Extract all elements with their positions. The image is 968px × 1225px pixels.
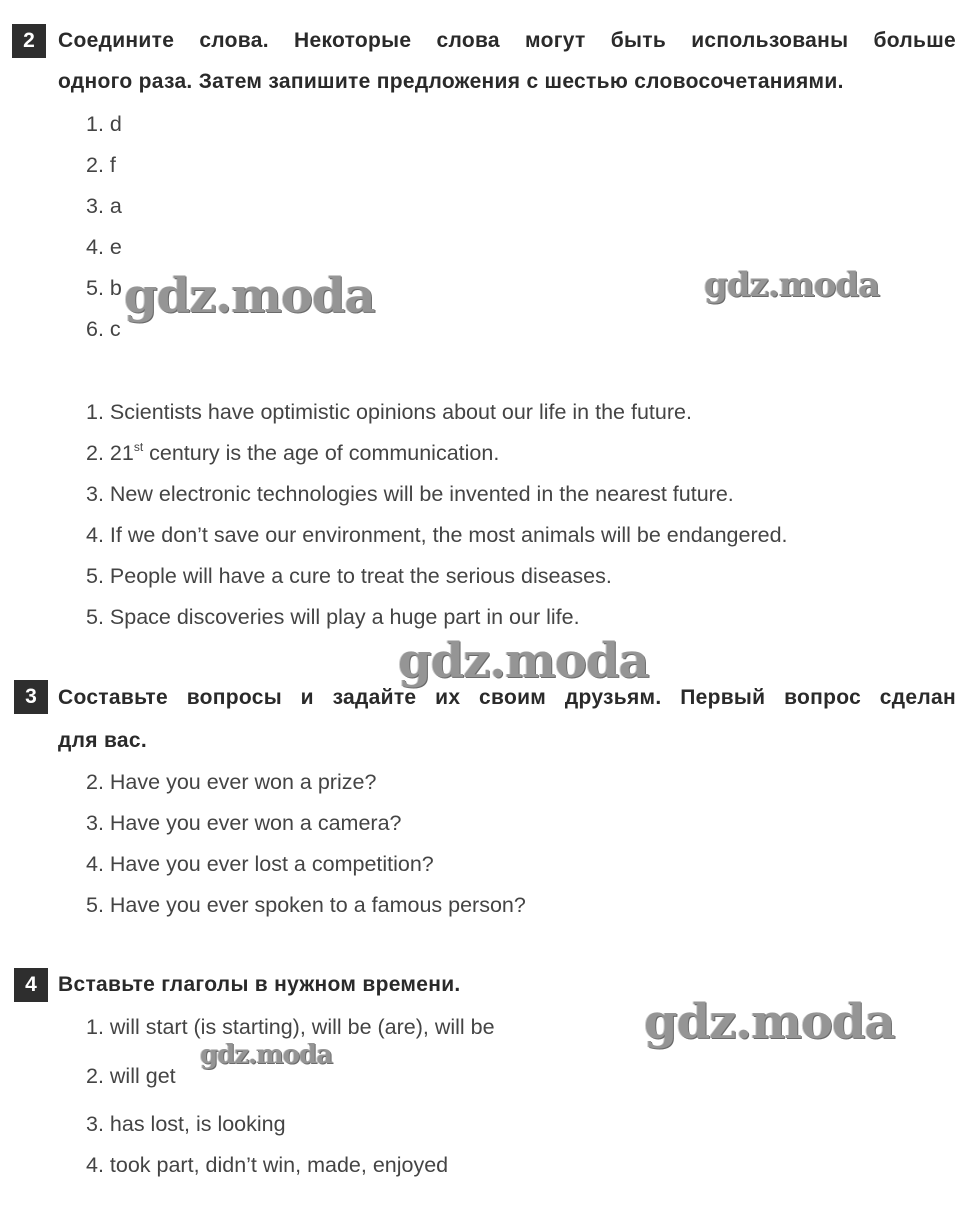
question-item: 2. Have you ever won a prize? xyxy=(86,770,377,794)
answer-item: 3. has lost, is looking xyxy=(86,1112,286,1136)
answer-item: 4. took part, didn’t win, made, enjoyed xyxy=(86,1153,449,1177)
watermark: gdz.moda xyxy=(644,994,895,1050)
sentence-item: 4. If we don’t save our environment, the most animals will be endangered. xyxy=(86,523,788,547)
question-item: 3. Have you ever won a camera? xyxy=(86,811,402,835)
watermark: gdz.moda xyxy=(398,633,649,689)
match-item: 6. c xyxy=(86,317,121,341)
answer-item: 2. will get xyxy=(86,1064,176,1088)
watermark: gdz.moda xyxy=(704,265,880,305)
question-item: 4. Have you ever lost a competition? xyxy=(86,852,434,876)
exercise-instruction: для вас. xyxy=(58,729,147,752)
sentence-item: 1. Scientists have optimistic opinions about our life in the future. xyxy=(86,400,692,424)
match-item: 5. b xyxy=(86,276,122,300)
exercise-instruction: Составьте вопросы и задайте их своим друзьям. Первый вопрос сделан xyxy=(58,686,956,709)
sentence-prefix: 2. 21 xyxy=(86,441,134,465)
exercise-number-badge: 3 xyxy=(14,680,48,714)
match-item: 4. e xyxy=(86,235,122,259)
match-item: 1. d xyxy=(86,112,122,136)
sentence-item xyxy=(86,440,499,466)
ordinal-suffix: st xyxy=(133,440,144,454)
sentence-item: 5. People will have a cure to treat the serious diseases. xyxy=(86,564,612,588)
sentence-text: century is the age of communication. xyxy=(143,441,500,465)
exercise-number-badge: 2 xyxy=(12,24,46,58)
match-item: 2. f xyxy=(86,153,116,177)
watermark: gdz.moda xyxy=(200,1040,333,1070)
match-item: 3. a xyxy=(86,194,122,218)
exercise-instruction: Соедините слова. Некоторые слова могут быть использованы больше xyxy=(58,29,956,52)
exercise-instruction: Вставьте глаголы в нужном времени. xyxy=(58,973,461,996)
question-item: 5. Have you ever spoken to a famous person? xyxy=(86,893,526,917)
sentence-item: 5. Space discoveries will play a huge part in our life. xyxy=(86,605,580,629)
answer-item: 1. will start (is starting), will be (are), will be xyxy=(86,1015,495,1039)
exercise-number-badge: 4 xyxy=(14,968,48,1002)
watermark: gdz.moda xyxy=(124,268,375,324)
exercise-instruction: одного раза. Затем запишите предложения с шестью словосочетаниями. xyxy=(58,70,844,93)
sentence-item: 3. New electronic technologies will be invented in the nearest future. xyxy=(86,482,734,506)
